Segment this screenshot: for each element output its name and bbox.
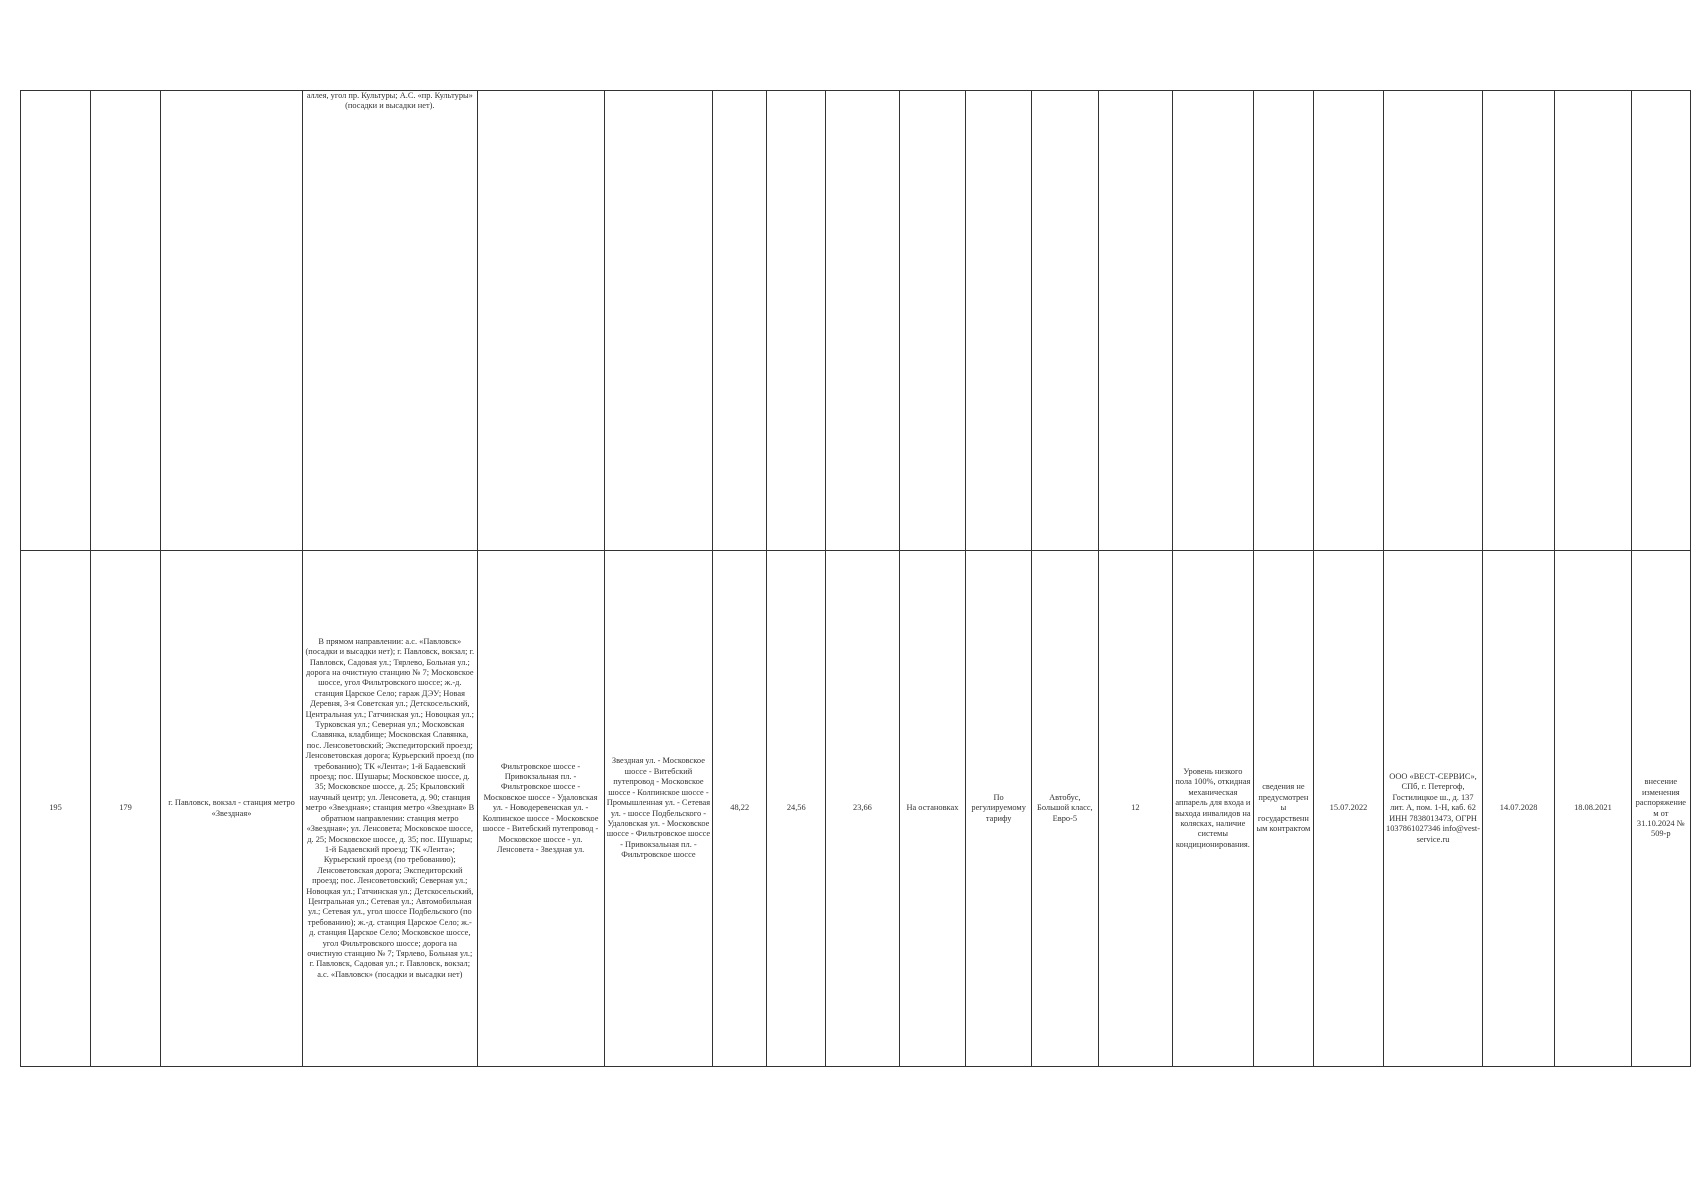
cell-fare: По регулируемому тарифу xyxy=(966,551,1032,1067)
cell-empty xyxy=(160,91,302,551)
cell-empty xyxy=(1314,91,1384,551)
cell-empty xyxy=(1555,91,1631,551)
cell-streets-forward: Фильтровское шоссе - Привокзальная пл. - Фильтровское шоссе - Московское шоссе - Удаловская ул. - Новодеревенская ул. - Колпинское шоссе - Московское шоссе - Витебский путепровод - Московское шоссе - ул. Ленсовета - Звездная ул. xyxy=(477,551,604,1067)
cell-characteristics: Уровень низкого пола 100%, откидная механическая аппарель для входа и выхода инвалидов на колясках, наличие системы кондиционирования. xyxy=(1173,551,1254,1067)
cell-notes: внесение изменения распоряжением от 31.10.2024 № 509-р xyxy=(1631,551,1690,1067)
cell-empty xyxy=(1173,91,1254,551)
cell-empty xyxy=(966,91,1032,551)
cell-empty xyxy=(1483,91,1555,551)
cell-vehicle: Автобус, Большой класс, Евро-5 xyxy=(1031,551,1098,1067)
cell-route-name: г. Павловск, вокзал - станция метро «Звездная» xyxy=(160,551,302,1067)
cell-empty xyxy=(1253,91,1313,551)
cell-empty xyxy=(1098,91,1172,551)
cell-stops: В прямом направлении: а.с. «Павловск» (посадки и высадки нет); г. Павловск, вокзал; г. Павловск, Садовая ул.; Тярлево, Больная ул.; дорога на очистную станцию № 7; Московское шоссе, угол Фильтровского шоссе; ж.-д. станция Царское Село; гараж ДЭУ; Новая Деревня, 3-я Советская ул.; Детскосельский, Центральная ул.; Гатчинская ул.; Новоцкая ул.; Турковская ул.; Северная ул.; Московская Славянка, кладбище; Московская Славянка, пос. Ленсоветовский; Экспедиторский проезд; Ленсоветовская дорога; Курьерский проезд (по требованию); ТК «Лента»; 1-й Бадаевский проезд; пос. Шушары; Московское шоссе, д. 35; Московское шоссе, д. 25; Крыловский научный центр; ул. Ленсовета, д. 90; станция метро «Звездная»; станция метро «Звездная» В обратном направлении: станция метро «Звездная»; ул. Ленсовета; Московское шоссе, д. 25; Московское шоссе, д. 35; пос. Шушары; 1-й Бадаевский проезд; ТК «Лента»; Курьерский проезд (по требованию); Ленсоветовская дорога; Экспедиторский проезд; пос. Ленсоветовский; Северная ул.; Новоцкая ул.; Гатчинская ул.; Детскосельский, Центральная ул.; Сетевая ул.; Автомобильная ул.; Сетевая ул., угол шоссе Подбельского (по требованию); ж.-д. станция Царское Село; ж.-д. станция Царское Село; Московское шоссе, угол Фильтровского шоссе; дорога на очистную станцию № 7; Тярлево, Больная ул.; г. Павловск, Садовая ул.; г. Павловск, вокзал; а.с. «Павловск» (посадки и высадки нет) xyxy=(303,551,477,1067)
cell-empty xyxy=(477,91,604,551)
cell-empty xyxy=(21,91,91,551)
cell-empty xyxy=(604,91,713,551)
cell-empty xyxy=(826,91,899,551)
table-row-continued xyxy=(21,91,1691,551)
cell-order-date: 18.08.2021 xyxy=(1555,551,1631,1067)
cell-empty xyxy=(899,91,966,551)
cell-start-date: 15.07.2022 xyxy=(1314,551,1384,1067)
cell-empty xyxy=(767,91,826,551)
cell-empty xyxy=(713,91,767,551)
cell-length-forward: 24,56 xyxy=(767,551,826,1067)
cell-length-backward: 23,66 xyxy=(826,551,899,1067)
cell-vehicle-count: 12 xyxy=(1098,551,1172,1067)
cell-contract-end: 14.07.2028 xyxy=(1483,551,1555,1067)
route-registry-table xyxy=(20,90,1691,1067)
cell-carrier: ООО «ВЕСТ-СЕРВИС», СПб, г. Петергоф, Гостилицкое ш., д. 137 лит. А, пом. 1-Н, каб. 62 ИНН 7838013473, ОГРН 1037861027346 info@vest-service.ru xyxy=(1384,551,1483,1067)
cell-streets-backward: Звездная ул. - Московское шоссе - Витебский путепровод - Московское шоссе - Колпинское шоссе - Промышленная ул. - Сетевая ул. - шоссе Подбельского - Удаловская ул. - Московское шоссе - Фильтровское шоссе - Привокзальная пл. - Фильтровское шоссе xyxy=(604,551,713,1067)
cell-stops-continued: аллея, угол пр. Культуры; А.С. «пр. Культуры» (посадки и высадки нет). xyxy=(303,91,477,551)
cell-stop-order: На остановках xyxy=(899,551,966,1067)
cell-empty xyxy=(1031,91,1098,551)
cell-empty xyxy=(1384,91,1483,551)
cell-length-total: 48,22 xyxy=(713,551,767,1067)
cell-contract-info: сведения не предусмотрены государственным контрактом xyxy=(1253,551,1313,1067)
cell-empty xyxy=(1631,91,1690,551)
cell-route-no: 179 xyxy=(90,551,160,1067)
cell-reg-no: 195 xyxy=(21,551,91,1067)
cell-empty xyxy=(90,91,160,551)
table-row xyxy=(21,551,1691,1067)
